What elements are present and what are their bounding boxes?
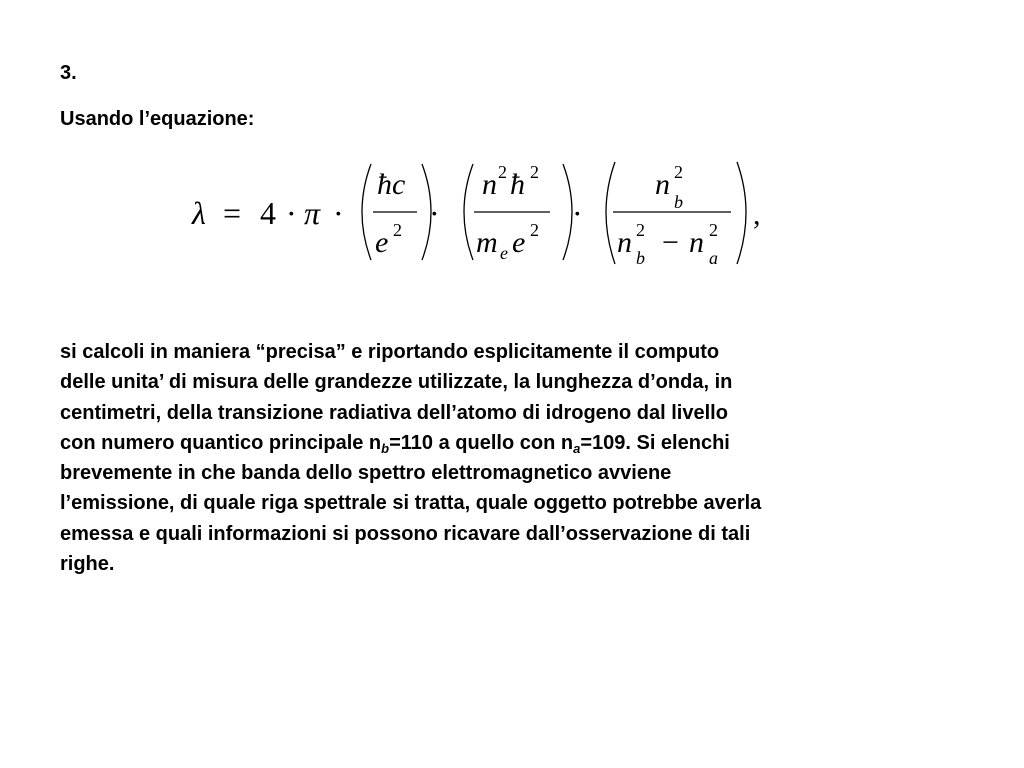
subscript-e: e (500, 243, 508, 263)
problem-text-line: =109. Si elenchi (580, 431, 730, 454)
subscript-b: b (636, 248, 645, 268)
exponent-two: 2 (636, 220, 645, 240)
n-symbol: n (655, 168, 670, 201)
n-symbol: n (482, 168, 497, 201)
problem-text-line: brevemente in che banda dello spettro elettromagnetico avviene (60, 462, 672, 485)
dot-operator: · (286, 195, 297, 231)
problem-text-line: delle unita’ di misura delle grandezze utilizzate, la lunghezza d’onda, in (60, 371, 733, 394)
m-symbol: m (476, 226, 498, 259)
problem-text-line: si calcoli in maniera “precisa” e riportando esplicitamente il computo (60, 341, 720, 363)
problem-text-line: emessa e quali informazioni si possono ricavare dall’osservazione di tali (60, 522, 751, 545)
left-paren (606, 162, 615, 264)
subscript-b: b (674, 192, 683, 212)
problem-text-line: con numero quantico principale n (60, 431, 382, 454)
hbar-c-numerator: ħc (377, 168, 406, 201)
exponent-two: 2 (674, 162, 683, 182)
factor-four: 4 (260, 195, 276, 231)
pi-symbol: π (304, 195, 321, 231)
right-paren (563, 164, 572, 260)
problem-text-line: centimetri, della transizione radiativa dell’atomo di idrogeno dal livello (60, 401, 728, 424)
exponent-two: 2 (709, 220, 718, 240)
dot-operator: · (429, 195, 440, 231)
problem-number: 3. (60, 62, 77, 84)
intro-text: Usando l’equazione: (60, 108, 255, 130)
left-paren (362, 164, 371, 260)
exponent-two: 2 (530, 162, 539, 182)
exponent-two: 2 (393, 220, 402, 240)
subscript-a: a (573, 440, 581, 456)
equals-sign: = (223, 195, 242, 231)
problem-text (60, 337, 980, 579)
lambda-symbol: λ (192, 195, 206, 231)
n-symbol: n (617, 226, 632, 259)
minus-sign: − (662, 226, 679, 259)
right-paren (737, 162, 746, 264)
problem-text-line: =110 a quello con n (389, 431, 574, 454)
subscript-b: b (381, 440, 390, 456)
dot-operator: · (333, 195, 344, 231)
e-symbol: e (375, 226, 389, 259)
problem-text-line: l’emissione, di quale riga spettrale si tratta, quale oggetto potrebbe averla (60, 492, 762, 515)
hbar-symbol: ħ (510, 168, 525, 201)
wavelength-formula (185, 152, 785, 282)
exponent-two: 2 (530, 220, 539, 240)
subscript-a: a (709, 248, 718, 268)
problem-text-line: righe. (60, 553, 115, 576)
n-symbol: n (689, 226, 704, 259)
e-symbol: e (512, 226, 526, 259)
dot-operator: · (572, 195, 583, 231)
left-paren (464, 164, 473, 260)
exponent-two: 2 (498, 162, 507, 182)
trailing-comma: , (753, 198, 761, 231)
